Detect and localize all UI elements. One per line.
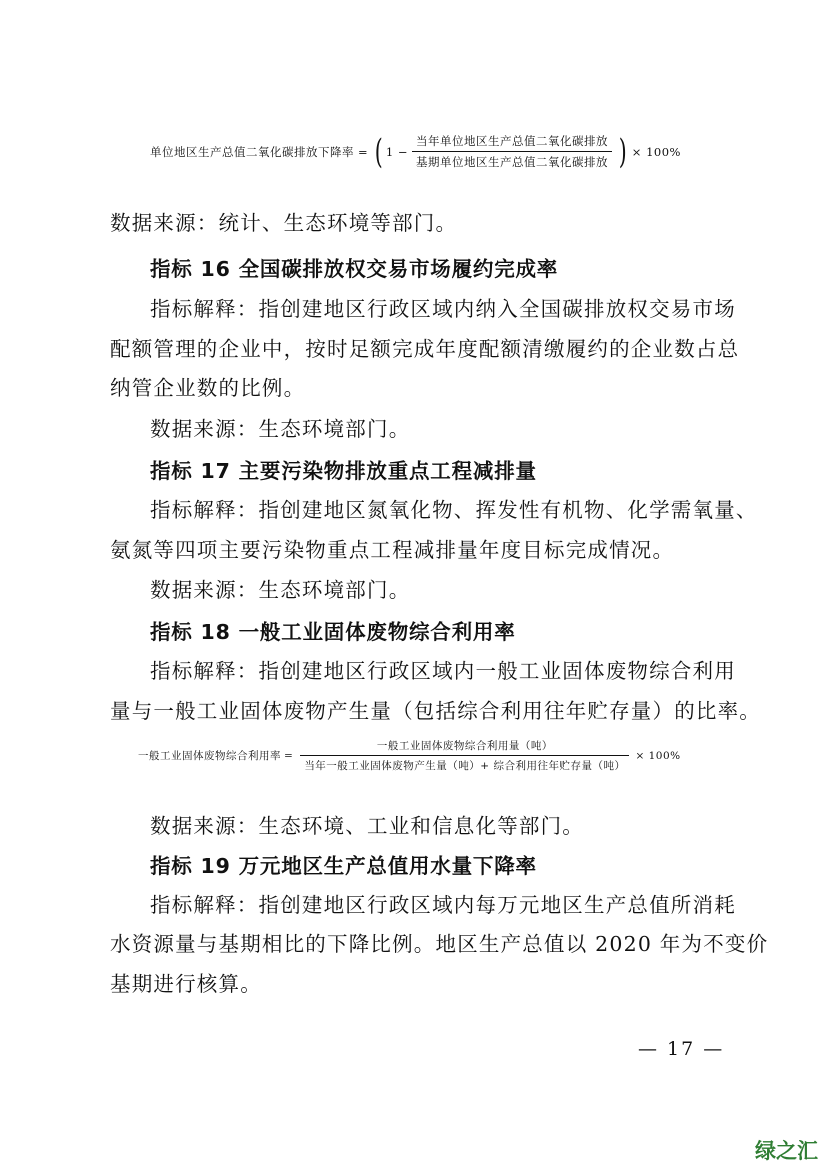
formula-times-100: × 100% [631,144,681,159]
page-number: — 17 — [638,1038,725,1060]
indicator-16-heading: 指标 16 全国碳排放权交易市场履约完成率 [150,257,559,281]
indicator-19-explanation-line: 水资源量与基期相比的下降比例。地区生产总值以 2020 年为不变价 [110,932,769,956]
indicator-19-heading: 指标 19 万元地区生产总值用水量下降率 [150,854,537,878]
indicator-18-source: 数据来源：生态环境、工业和信息化等部门。 [150,814,584,838]
indicator-19-explanation-line: 指标解释：指创建地区行政区域内每万元地区生产总值所消耗 [150,893,736,917]
formula-co2-reduction-rate [150,133,681,170]
formula-denominator: 基期单位地区生产总值二氧化碳排放 [416,155,609,169]
indicator-17-heading: 指标 17 主要污染物排放重点工程减排量 [150,459,537,483]
indicator-16-explanation-line: 纳管企业数的比例。 [110,376,306,400]
formula-fraction [300,738,629,773]
indicator-19-explanation-line: 基期进行核算。 [110,972,262,996]
indicator-16-explanation-line: 配额管理的企业中，按时足额完成年度配额清缴履约的企业数占总 [110,337,740,361]
formula-numerator: 一般工业固体废物综合利用量（吨） [376,740,553,752]
formula-times-100: × 100% [635,749,681,762]
formula-numerator: 当年单位地区生产总值二氧化碳排放 [416,134,609,148]
formula-equals: = [284,749,294,762]
source-line-top: 数据来源：统计、生态环境等部门。 [110,211,458,235]
indicator-18-heading: 指标 18 一般工业固体废物综合利用率 [150,620,516,644]
formula-lhs: 一般工业固体废物综合利用率 [138,750,281,762]
formula-lhs: 单位地区生产总值二氧化碳排放下降率 [150,144,354,159]
indicator-16-explanation-line: 指标解释：指创建地区行政区域内纳入全国碳排放权交易市场 [150,297,736,321]
formula-solid-waste-utilization [138,738,681,773]
formula-fraction [412,133,612,170]
formula-denominator: 当年一般工业固体废物产生量（吨）+ 综合利用往年贮存量（吨） [304,760,626,772]
formula-one-minus: 1 − [385,144,409,159]
formula-equals: = [358,144,369,159]
indicator-18-explanation-line: 量与一般工业固体废物产生量（包括综合利用往年贮存量）的比率。 [110,699,761,723]
indicator-17-explanation-line: 指标解释：指创建地区氮氧化物、挥发性有机物、化学需氧量、 [150,498,758,522]
indicator-16-source: 数据来源：生态环境部门。 [150,417,411,441]
indicator-18-explanation-line: 指标解释：指创建地区行政区域内一般工业固体废物综合利用 [150,659,736,683]
watermark-logo: 绿之汇 [755,1139,818,1163]
left-paren: ( [374,131,384,172]
indicator-17-source: 数据来源：生态环境部门。 [150,578,411,602]
indicator-17-explanation-line: 氨氮等四项主要污染物重点工程减排量年度目标完成情况。 [110,538,675,562]
right-paren: ) [618,131,628,172]
